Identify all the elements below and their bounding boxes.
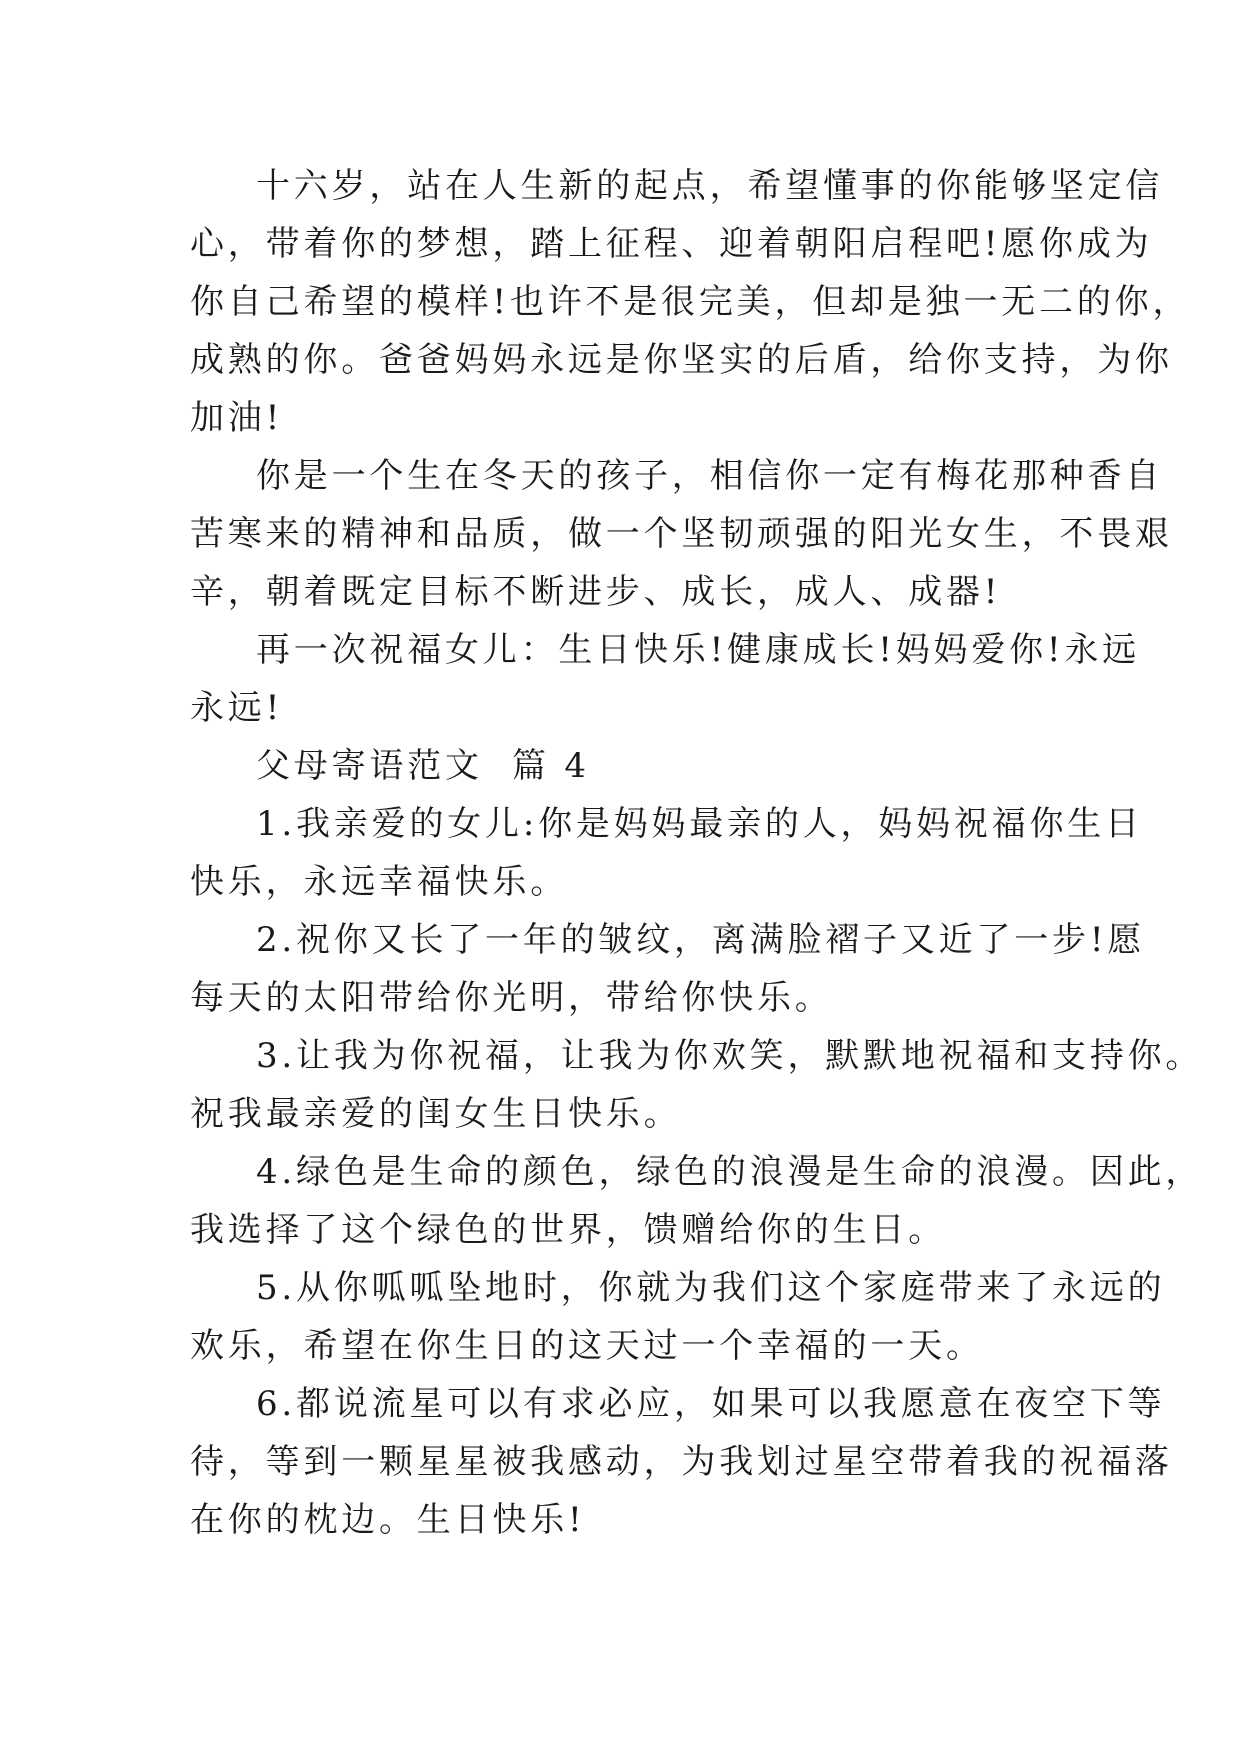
paragraph-line: 再一次祝福女儿：生日快乐!健康成长!妈妈爱你!永远 <box>256 630 1140 670</box>
list-item-line: 6.都说流星可以有求必应，如果可以我愿意在夜空下等 <box>256 1384 1166 1424</box>
list-item-line: 3.让我为你祝福，让我为你欢笑，默默地祝福和支持你。 <box>256 1036 1204 1076</box>
list-item-line: 2.祝你又长了一年的皱纹，离满脸褶子又近了一步!愿 <box>256 920 1146 960</box>
list-item-line: 每天的太阳带给你光明，带给你快乐。 <box>190 978 833 1018</box>
list-item-line: 待，等到一颗星星被我感动，为我划过星空带着我的祝福落 <box>190 1442 1173 1482</box>
paragraph-line: 苦寒来的精神和品质，做一个坚韧顽强的阳光女生，不畏艰 <box>190 514 1173 554</box>
paragraph-line: 你是一个生在冬天的孩子，相信你一定有梅花那种香自 <box>256 456 1164 496</box>
paragraph-line: 你自己希望的模样!也许不是很完美，但却是独一无二的你， <box>190 282 1191 322</box>
list-item-line: 1.我亲爱的女儿:你是妈妈最亲的人，妈妈祝福你生日 <box>256 804 1143 844</box>
paragraph-line: 成熟的你。爸爸妈妈永远是你坚实的后盾，给你支持，为你 <box>190 340 1173 380</box>
paragraph-line: 加油! <box>190 398 284 438</box>
paragraph-line: 心，带着你的梦想，踏上征程、迎着朝阳启程吧!愿你成为 <box>190 224 1153 264</box>
list-item-line: 欢乐，希望在你生日的这天过一个幸福的一天。 <box>190 1326 984 1366</box>
list-item-line: 我选择了这个绿色的世界，馈赠给你的生日。 <box>190 1210 946 1250</box>
list-item-line: 4.绿色是生命的颜色，绿色的浪漫是生命的浪漫。因此， <box>256 1152 1204 1192</box>
section-heading: 父母寄语范文 篇 4 <box>256 746 590 786</box>
list-item-line: 快乐，永远幸福快乐。 <box>190 862 568 902</box>
paragraph-line: 永远! <box>190 688 284 728</box>
list-item-line: 5.从你呱呱坠地时，你就为我们这个家庭带来了永远的 <box>256 1268 1166 1308</box>
list-item-line: 在你的枕边。生日快乐! <box>190 1500 586 1540</box>
paragraph-line: 辛，朝着既定目标不断进步、成长，成人、成器! <box>190 572 1002 612</box>
list-item-line: 祝我最亲爱的闺女生日快乐。 <box>190 1094 682 1134</box>
paragraph-line: 十六岁，站在人生新的起点，希望懂事的你能够坚定信 <box>256 166 1164 206</box>
